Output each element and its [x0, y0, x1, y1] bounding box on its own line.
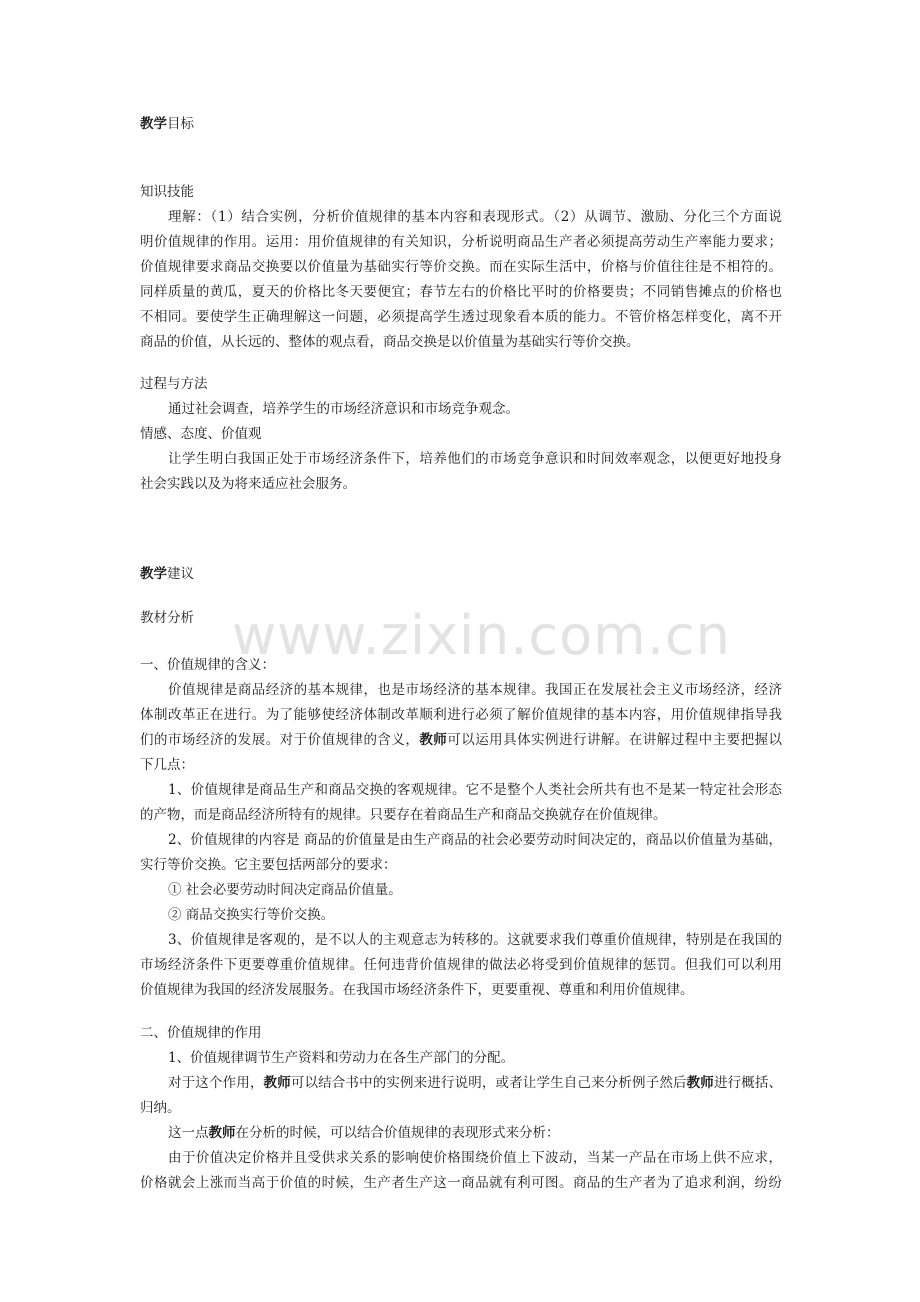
s2-para1-line-2: 归纳。	[140, 1100, 181, 1116]
goals-heading	[140, 112, 782, 136]
point1-line-1: 1、价值规律是商品生产和商品交换的客观规律。它不是整个人类社会所共有也不是某一特定社会形态	[168, 782, 782, 798]
section2-title: 二、价值规律的作用	[140, 1025, 262, 1041]
point3-line-2: 市场经济条件下更要尊重价值规律。任何违背价值规律的做法必将受到价值规律的惩罚。但我们可以利用	[140, 957, 782, 973]
para1-line-1: 价值规律是商品经济的基本规律，也是市场经济的基本规律。我国正在发展社会主义市场经济，经济	[168, 682, 782, 698]
circle-item-1: ① 社会必要劳动时间决定商品价值量。	[168, 882, 402, 898]
analysis-title: 教材分析	[140, 610, 194, 626]
point1-line-2: 的产物，而是商品经济所特有的规律。只要存在着商品生产和商品交换就存在价值规律。	[140, 807, 667, 823]
knowledge-line-4: 同样质量的黄瓜，夏天的价格比冬天要便宜；春节左右的价格比平时的价格要贵；不同销售摊点的价格也	[140, 284, 782, 300]
s2-para1-teacher-1: 教师	[263, 1075, 291, 1091]
s2-para2-teacher: 教师	[208, 1125, 236, 1141]
s2-para2-c: 在分析的时候，可以结合价值规律的表现形式来分析：	[235, 1125, 560, 1141]
s2-para1-c: 可以结合书中的实例来进行说明，或者让学生自己来分析例子然后	[290, 1075, 687, 1091]
s2-para3-line-1: 由于价值决定价格并且受供求关系的影响使价格围绕价值上下波动，当某一产品在市场上供不应求，	[168, 1150, 782, 1166]
s2-point1: 1、价值规律调节生产资料和劳动力在各生产部门的分配。	[168, 1050, 515, 1066]
suggestions-heading	[140, 562, 782, 586]
para1-line-4: 下几点：	[140, 757, 194, 773]
knowledge-line-5: 不相同。要使学生正确理解这一问题，必须提高学生透过现象看本质的能力。不管价格怎样变化，离不开	[140, 309, 782, 325]
process-text: 通过社会调查，培养学生的市场经济意识和市场竞争观念。	[168, 401, 519, 417]
para1-line-3-a: 们的市场经济的发展。对于价值规律的含义，	[140, 732, 420, 748]
goals-heading-bold: 教学	[140, 116, 167, 132]
s2-para1-a: 对于这个作用，	[168, 1075, 264, 1091]
para1-line-3-teacher: 教师	[419, 732, 448, 748]
s2-para2-a: 这一点	[168, 1125, 209, 1141]
suggestions-heading-bold: 教学	[140, 566, 167, 582]
goals-heading-rest: 目标	[167, 116, 194, 132]
knowledge-line-2: 明价值规律的作用。运用：用价值规律的有关知识，分析说明商品生产者必须提高劳动生产率能力要求；	[140, 234, 782, 250]
emotion-line-2: 社会实践以及为将来适应社会服务。	[140, 476, 356, 492]
process-title: 过程与方法	[140, 376, 208, 392]
point2-line-1: 2、价值规律的内容是 商品的价值量是由生产商品的社会必要劳动时间决定的，商品以价值量为基础，	[168, 832, 782, 848]
emotion-title: 情感、态度、价值观	[140, 426, 262, 442]
document-page	[140, 0, 782, 1302]
s2-para3-line-2: 价格就会上涨而当高于价值的时候，生产者生产这一商品就有利可图。商品的生产者为了追求利润，纷纷	[140, 1175, 782, 1191]
s2-para1-teacher-2: 教师	[686, 1075, 714, 1091]
knowledge-line-3: 价值规律要求商品交换要以价值量为基础实行等价交换。而在实际生活中，价格与价值往往是不相符的。	[140, 259, 782, 275]
s2-para1-line-1	[168, 1071, 782, 1095]
knowledge-line-1: 理解：（1）结合实例，分析价值规律的基本内容和表现形式。（2）从调节、激励、分化三个方面说	[168, 209, 782, 225]
point3-line-1: 3、价值规律是客观的，是不以人的主观意志为转移的。这就要求我们尊重价值规律，特别是在我国的	[168, 932, 782, 948]
point3-line-3: 价值规律为我国的经济发展服务。在我国市场经济条件下，更要重视、尊重和利用价值规律。	[140, 982, 694, 998]
para1-line-2: 体制改革正在进行。为了能够使经济体制改革顺利进行必须了解价值规律的基本内容，用价值规律指导我	[140, 707, 782, 723]
emotion-line-1: 让学生明白我国正处于市场经济条件下，培养他们的市场竞争意识和时间效率观念，以便更好地投身	[168, 451, 782, 467]
suggestions-heading-rest: 建议	[167, 566, 194, 582]
watermark: www.zixin.com.cn	[232, 604, 731, 667]
para1-line-3-c: 可以运用具体实例进行讲解。在讲解过程中主要把握以	[447, 732, 783, 748]
s2-para1-e: 进行概括、	[713, 1075, 783, 1091]
section1-title: 一、价值规律的含义：	[140, 657, 275, 673]
circle-item-2: ② 商品交换实行等价交换。	[168, 907, 335, 923]
para1-line-3	[140, 728, 782, 752]
knowledge-title: 知识技能	[140, 184, 194, 200]
point2-line-2: 实行等价交换。它主要包括两部分的要求：	[140, 857, 397, 873]
knowledge-line-6: 商品的价值，从长远的、整体的观点看，商品交换是以价值量为基础实行等价交换。	[140, 334, 640, 350]
s2-para2	[168, 1121, 782, 1145]
